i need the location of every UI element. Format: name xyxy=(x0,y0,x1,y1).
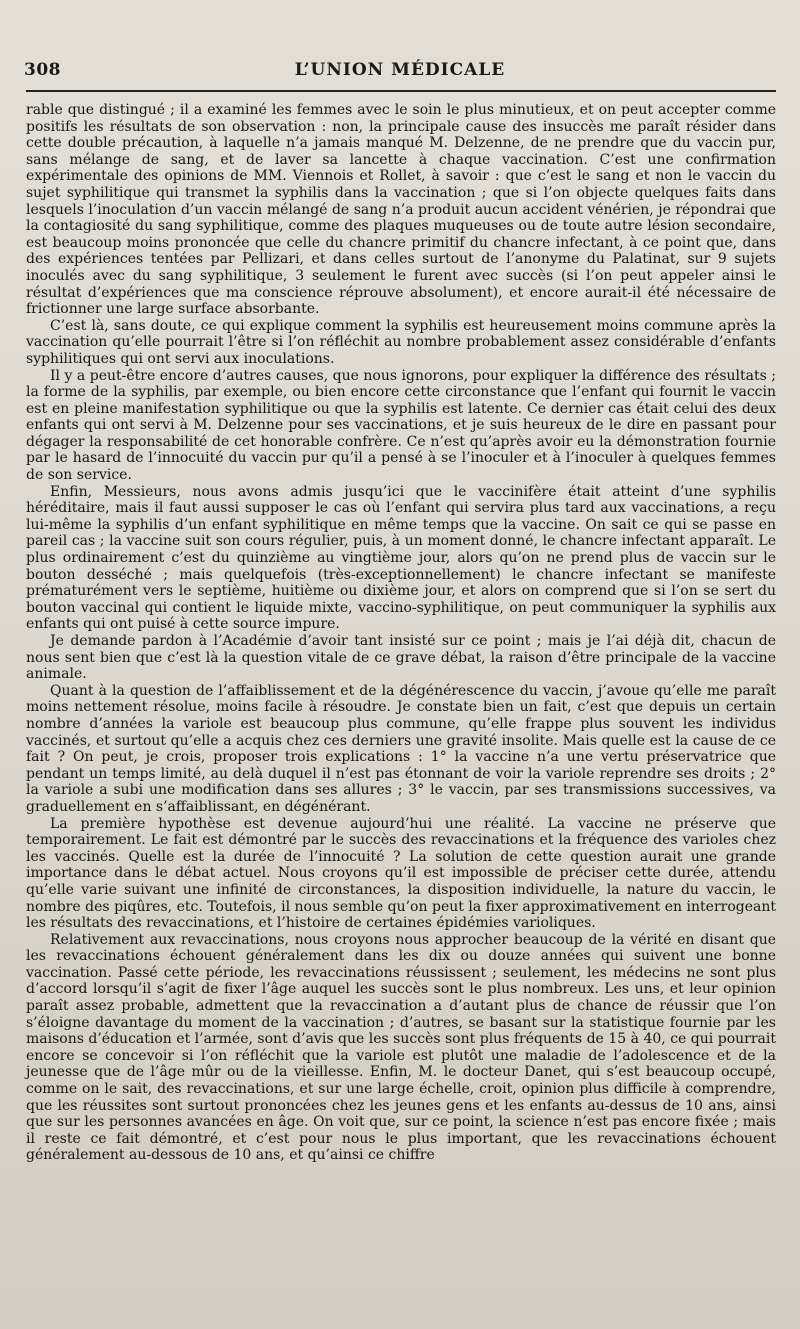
paragraph: Enfin, Messieurs, nous avons admis jusqu’ici que le vaccinifère était atteint d’une syphilis héréditaire, mais il faut aussi supposer le cas où l’enfant qui servira plus tard aux vaccinations, a reçu lui-même la syphilis d’un enfant syphilitique en même temps que la vaccine. On sait ce qui se passe en pareil cas ; la vaccine suit son cours régulier, puis, à un moment donné, le chancre infectant apparaît. Le plus ordinairement c’est du quinzième au vingtième jour, alors qu’on ne prend plus de vaccin sur le bouton desséché ; mais quelquefois (très-exceptionnellement) le chancre infectant se manifeste prématurément vers le septième, huitième ou dixième jour, et alors on comprend que si l’on se sert du bouton vaccinal qui contient le liquide mixte, vaccino-syphilitique, on peut communiquer la syphilis aux enfants qui ont puisé à cette source impure. xyxy=(26,483,776,633)
paragraph: Relativement aux revaccinations, nous croyons nous approcher beaucoup de la vérité en disant que les revaccinations échouent généralement dans les dix ou douze années qui suivent une bonne vaccination. Passé cette période, les revaccinations réussissent ; seulement, les médecins ne sont plus d’accord lorsqu’il s’agit de fixer l’âge auquel les succès sont le plus nombreux. Les uns, et leur opinion paraît assez probable, admettent que la revaccination a d’autant plus de chance de réussir que l’on s’éloigne davantage du moment de la vaccination ; d’autres, se basant sur la statistique fournie par les maisons d’éducation et l’armée, sont d’avis que les succès sont plus fréquents de 15 à 40, ce qui pourrait encore se concevoir si l’on réfléchit que la variole est plutôt une maladie de l’adolescence et de la jeunesse que de l’âge mûr ou de la vieillesse. Enfin, M. le docteur Danet, qui s’est beaucoup occupé, comme on le sait, des revaccinations, et sur une large échelle, croit, opinion plus difficile à comprendre, que les réussites sont surtout prononcées chez les jeunes gens et les enfants au-dessus de 10 ans, ainsi que sur les personnes avancées en âge. On voit que, sur ce point, la science n’est pas encore fixée ; mais il reste ce fait démontré, et c’est pour nous le plus important, que les revaccinations échouent généralement au-dessous de 10 ans, et qu’ainsi ce chiffre xyxy=(26,931,776,1164)
page-number: 308 xyxy=(24,60,61,80)
paragraph: C’est là, sans doute, ce qui explique comment la syphilis est heureusement moins commune après la vaccination qu’elle pourrait l’être si l’on réfléchit au nombre probablement assez considérable d’enfants syphilitiques qui ont servi aux inoculations. xyxy=(26,317,776,367)
paragraph: rable que distingué ; il a examiné les femmes avec le soin le plus minutieux, et on peut accepter comme positifs les résultats de son observation : non, la principale cause des insuccès me paraît résider dans cette double précaution, à laquelle n’a jamais manqué M. Delzenne, de ne prendre que du vaccin pur, sans mélange de sang, et de laver sa lancette à chaque vaccination. C’est une confirmation expérimentale des opinions de MM. Viennois et Rollet, à savoir : que c’est le sang et non le vaccin du sujet syphilitique qui transmet la syphilis dans la vaccination ; que si l’on objecte quelques faits dans lesquels l’inoculation d’un vaccin mélangé de sang n’a produit aucun accident vénérien, je répondrai que la contagiosité du sang syphilitique, comme des plaques muqueuses ou de toute autre lésion secondaire, est beaucoup moins prononcée que celle du chancre primitif du chancre infectant, à ce point que, dans des expériences tentées par Pellizari, et dans celles surtout de l’anonyme du Palatinat, sur 9 sujets inoculés avec du sang syphilitique, 3 seulement le furent avec succès (si l’on peut appeler ainsi le résultat d’expériences que ma conscience réprouve absolument), et encore aurait-il été nécessaire de frictionner une large surface absorbante. xyxy=(26,102,776,318)
paragraph: Quant à la question de l’affaiblissement et de la dégénérescence du vaccin, j’avoue qu’elle me paraît moins nettement résolue, moins facile à résoudre. Je constate bien un fait, c’est que depuis un certain nombre d’années la variole est beaucoup plus commune, qu’elle frappe plus souvent les individus vaccinés, et surtout qu’elle a acquis chez ces derniers une gravité insolite. Mais quelle est la cause de ce fait ? On peut, je crois, proposer trois explications : 1° la vaccine n’a une vertu préservatrice que pendant un temps limité, au delà duquel il n’est pas étonnant de voir la variole reprendre ses droits ; 2° la variole a subi une modification dans ses allures ; 3° le vaccin, par ses transmissions successives, va graduellement en s’affaiblissant, en dégénérant. xyxy=(26,682,776,815)
header-rule xyxy=(26,90,776,92)
page-header xyxy=(24,54,776,88)
paragraph: Je demande pardon à l’Académie d’avoir tant insisté sur ce point ; mais je l’ai déjà dit, chacun de nous sent bien que c’est là la question vitale de ce grave débat, la raison d’être principale de la vaccine animale. xyxy=(26,633,776,683)
paragraph: La première hypothèse est devenue aujourd’hui une réalité. La vaccine ne préserve que temporairement. Le fait est démontré par le succès des revaccinations et la fréquence des varioles chez les vaccinés. Quelle est la durée de l’innocuité ? La solution de cette question aurait une grande importance dans le débat actuel. Nous croyons qu’il est impossible de préciser cette durée, attendu qu’elle varie suivant une infinité de circonstances, la disposition individuelle, la nature du vaccin, le nombre des piqûres, etc. Toutefois, il nous semble qu’on peut la fixer approximativement en interrogeant les résultats des revaccinations, et l’histoire de certaines épidémies varioliques. xyxy=(26,815,776,932)
running-title: L’UNION MÉDICALE xyxy=(294,60,506,80)
article-body xyxy=(26,102,776,1164)
paragraph: Il y a peut-être encore d’autres causes, que nous ignorons, pour expliquer la différence des résultats ; la forme de la syphilis, par exemple, ou bien encore cette circonstance que l’enfant qui fournit le vaccin est en pleine manifestation syphilitique ou que la syphilis est latente. Ce dernier cas était celui des deux enfants qui ont servi à M. Delzenne pour ses vaccinations, et je suis heureux de le dire en passant pour dégager la responsabilité de cet honorable confrère. Ce n’est qu’après avoir eu la démonstration fournie par le hasard de l’innocuité du vaccin pur qu’il a pensé à se l’inoculer et à l’inoculer à quelques femmes de son service. xyxy=(26,367,776,484)
